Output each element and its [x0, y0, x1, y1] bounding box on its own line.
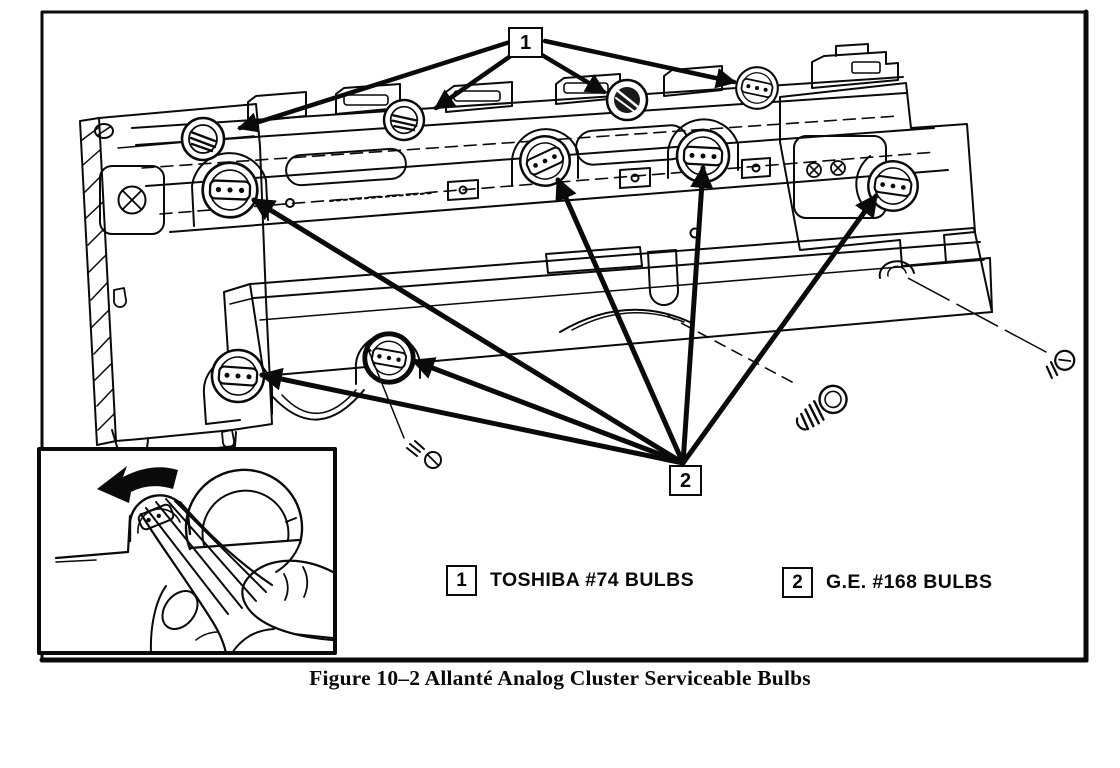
callout-1-marker: 1 — [508, 27, 543, 58]
screw-icon — [807, 163, 821, 177]
callout-arrow — [683, 196, 876, 463]
legend-item-toshiba — [446, 565, 694, 596]
legend-1-marker: 1 — [446, 565, 477, 596]
screw-icon — [831, 161, 845, 175]
bulb-socket-icon — [210, 348, 266, 404]
cluster-body — [80, 44, 992, 456]
callout-arrow — [683, 168, 703, 463]
legend-item-ge — [782, 567, 992, 598]
legend-2-label: G.E. #168 BULBS — [826, 571, 993, 593]
legend-1-label: TOSHIBA #74 BULBS — [490, 569, 695, 591]
bulb-socket-icon — [182, 118, 224, 160]
bulb-socket-icon — [362, 331, 415, 384]
bulb-socket-icon — [865, 158, 921, 214]
legend-2-marker: 2 — [782, 567, 813, 598]
callout-2-arrows — [254, 168, 876, 463]
bulb-socket-icon — [607, 80, 647, 120]
callout-arrow — [254, 200, 683, 463]
callout-arrow — [542, 55, 604, 92]
bulb-socket-icon — [202, 162, 258, 218]
screw-icon — [668, 316, 852, 437]
bulb-removal-inset — [39, 449, 335, 653]
bulb-socket-icons — [182, 63, 921, 403]
figure-caption: Figure 10–2 Allanté Analog Cluster Serviceable Bulbs — [309, 666, 811, 690]
bulb-socket-icon — [732, 63, 781, 112]
callout-2-marker: 2 — [669, 465, 702, 496]
